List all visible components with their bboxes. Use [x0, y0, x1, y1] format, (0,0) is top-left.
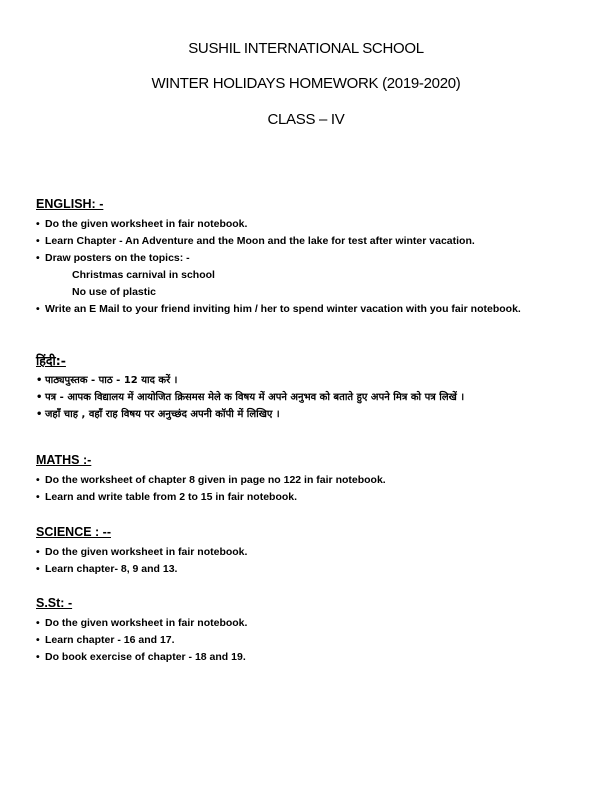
- list-item: • Do the given worksheet in fair notebook.: [36, 546, 248, 558]
- list-item: • Do the worksheet of chapter 8 given in page no 122 in fair notebook.: [36, 474, 386, 486]
- hindi-list: [36, 372, 596, 423]
- list-item: • Do book exercise of chapter - 18 and 19.: [36, 651, 246, 663]
- poster-topic: Christmas carnival in school: [72, 269, 215, 281]
- sst-list: [36, 615, 596, 666]
- english-list: [36, 216, 596, 318]
- list-item: • Do the given worksheet in fair notebook.: [36, 617, 248, 629]
- maths-section: [36, 452, 596, 506]
- hindi-section: [36, 352, 596, 423]
- list-item: • जहाँ चाह , वहाँ राह विषय पर अनुच्छंद अपनी कॉपी में लिखिए ।: [36, 409, 280, 420]
- hindi-heading: हिंदी:-: [36, 353, 66, 368]
- sst-heading: S.St: -: [36, 596, 73, 610]
- sst-section: [36, 595, 596, 666]
- list-item: • Learn and write table from 2 to 15 in fair notebook.: [36, 491, 298, 503]
- list-item: • Write an E Mail to your friend inviting him / her to spend winter vacation with you fair notebook.: [36, 303, 521, 315]
- school-name: SUSHIL INTERNATIONAL SCHOOL: [188, 40, 424, 57]
- class-label: CLASS – IV: [267, 111, 345, 128]
- maths-list: [36, 472, 596, 506]
- english-section: [36, 196, 596, 318]
- science-list: [36, 544, 596, 578]
- maths-heading: MATHS :-: [36, 453, 92, 467]
- list-item: • पत्र - आपक विद्यालय में आयोजित क्रिसमस मेले क विषय में अपने अनुभव को बताते हुए अपने मित्र को पत्र लिखें ।: [36, 392, 465, 403]
- list-item: • Learn Chapter - An Adventure and the Moon and the lake for test after winter vacation.: [36, 235, 475, 247]
- list-item: • पाठ्यपुस्तक - पाठ - 12 याद करें ।: [36, 375, 178, 386]
- poster-topic: No use of plastic: [72, 286, 157, 298]
- list-item: • Learn chapter- 8, 9 and 13.: [36, 563, 178, 575]
- english-heading: ENGLISH: -: [36, 197, 104, 211]
- list-item: • Draw posters on the topics: -: [36, 252, 190, 264]
- list-item: • Learn chapter - 16 and 17.: [36, 634, 175, 646]
- science-section: [36, 524, 596, 578]
- list-item: • Do the given worksheet in fair notebook.: [36, 218, 248, 230]
- science-heading: SCIENCE : --: [36, 525, 111, 539]
- document-title: WINTER HOLIDAYS HOMEWORK (2019-2020): [151, 75, 461, 92]
